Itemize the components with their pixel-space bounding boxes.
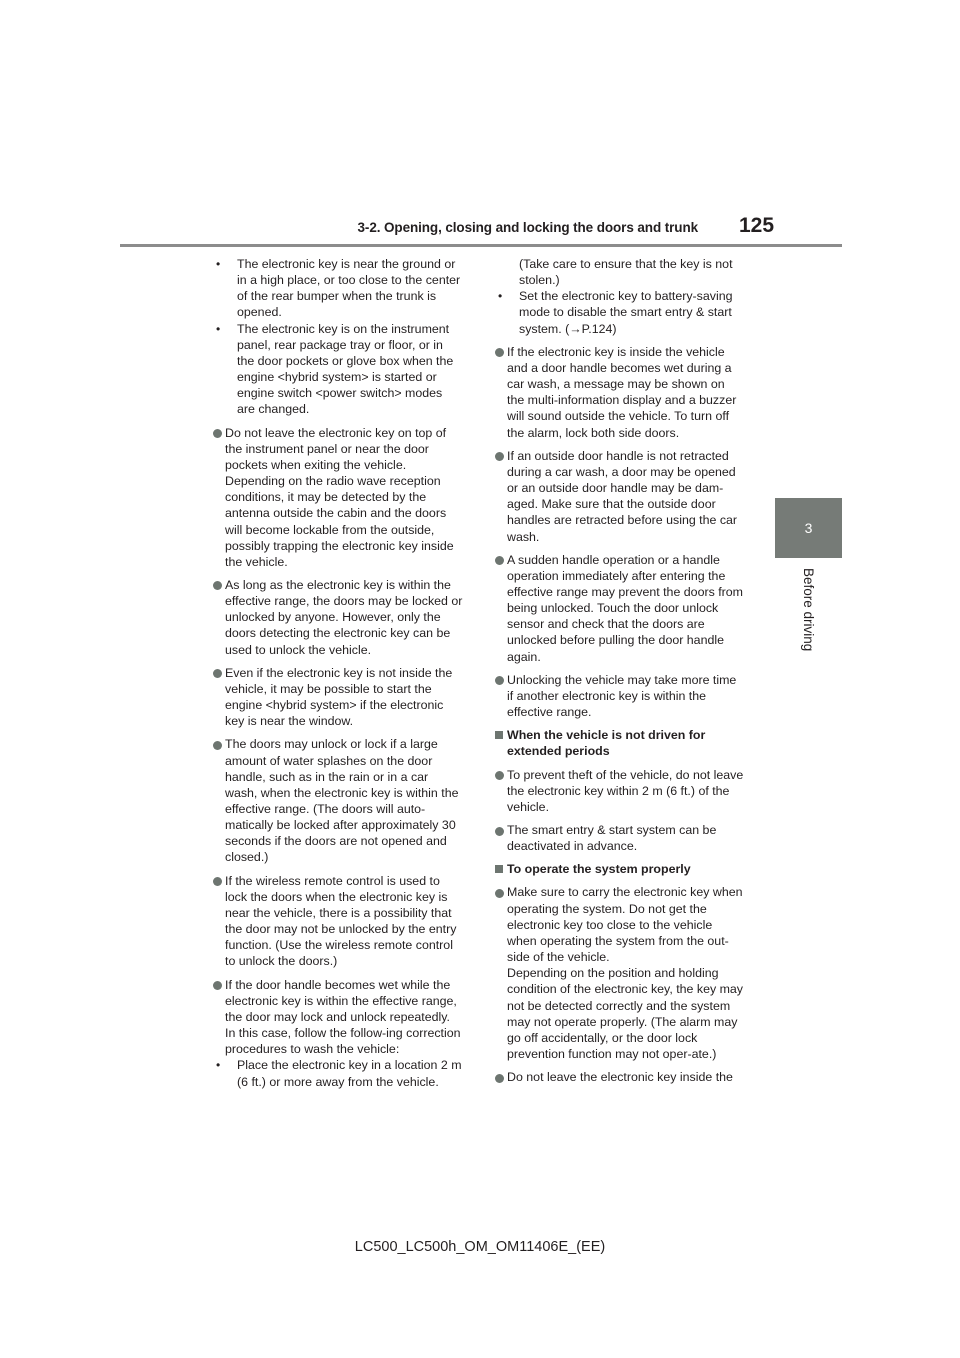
paragraph-text: If the electronic key is inside the vehicle and a door handle becomes wet during a car wash, a message may be shown on the multi-information display and a buzzer will sound outside the vehicle. To turn off the alarm, lock both side doors. (507, 344, 737, 440)
list-subitem (213, 1057, 463, 1089)
section-title: 3-2. Opening, closing and locking the doors and trunk (357, 220, 698, 235)
chapter-number: 3 (804, 520, 813, 536)
list-subitem (495, 288, 745, 336)
paragraph-text: If the wireless remote control is used to lock the doors when the electronic key is near the vehicle, there is a possibility that the door may not be unlocked by the entry function. (Use the wireless remote control to unlock the doors.) (225, 873, 457, 969)
chapter-tab (775, 498, 842, 558)
heading-text: To operate the system properly (507, 862, 691, 877)
header-rule (120, 244, 842, 247)
list-subitem (213, 256, 463, 321)
bullet-dot-icon (495, 1074, 504, 1083)
bullet-dot-icon (213, 981, 222, 990)
bullet-dot-icon (495, 889, 504, 898)
bullet-dot-icon (213, 669, 222, 678)
paragraph-text-continued: Depending on the position and holding condition of the electronic key, the key may not be detected correctly and the system may not operate properly. (The alarm may go off accidentally, or the door lock prevention function may not oper-ate.) (507, 966, 744, 1062)
subitem-text: (Take care to ensure that the key is not stolen.) (519, 257, 733, 288)
bullet-paragraph (213, 577, 463, 658)
subitem-text: Set the electronic key to battery-saving mode to disable the smart entry & start system. (→P.124) (519, 289, 733, 336)
bullet-paragraph (213, 736, 463, 865)
heading-text: When the vehicle is not driven for extended periods (507, 728, 706, 759)
bullet-dot-icon (495, 676, 504, 685)
paragraph-text: As long as the electronic key is within the effective range, the doors may be locked or unlocked by anyone. However, only the doors detecting the electronic key can be used to unlock the vehicle. (225, 577, 463, 657)
paragraph-text: Unlocking the vehicle may take more time if another electronic key is within the effective range. (507, 672, 737, 720)
bullet-paragraph (495, 1069, 745, 1085)
paragraph-text: Do not leave the electronic key inside the (507, 1070, 733, 1085)
subitem-marker: • (216, 321, 221, 336)
bullet-dot-icon (495, 827, 504, 836)
bullet-paragraph (213, 665, 463, 730)
paragraph-text: If an outside door handle is not retracted during a car wash, a door may be opened or an outside door handle may be dam-aged. Make sure that the outside door handles are retracted before using the car wash. (507, 448, 738, 544)
paragraph-text: The smart entry & start system can be deactivated in advance. (507, 823, 717, 854)
subsection-heading (495, 861, 745, 877)
heading-square-icon (495, 731, 503, 739)
bullet-paragraph (495, 552, 745, 665)
subitem-marker: • (216, 1058, 221, 1073)
bullet-paragraph (213, 425, 463, 570)
page-number: 125 (739, 214, 775, 237)
subitem-text: Place the electronic key in a location 2 m (6 ft.) or more away from the vehicle. (237, 1058, 462, 1089)
bullet-paragraph (213, 977, 463, 1058)
list-subitem (213, 321, 463, 418)
bullet-dot-icon (495, 452, 504, 461)
subitem-marker: • (216, 257, 221, 271)
chapter-title: Before driving (801, 568, 816, 652)
subsection-heading (495, 727, 745, 759)
document-code: LC500_LC500h_OM_OM11406E_(EE) (354, 1239, 606, 1255)
bullet-paragraph (213, 873, 463, 970)
bullet-paragraph (495, 672, 745, 720)
bullet-dot-icon (213, 877, 222, 886)
paragraph-text: Do not leave the electronic key on top of the instrument panel or near the door pockets when exiting the vehicle. Depending on the radio wave reception conditions, it may be detected by the antenna outside the cabin and the doors will become lockable from the outside, possibly trapping the electronic key inside the vehicle. (225, 425, 454, 569)
right-column (495, 256, 745, 1092)
page-header (0, 212, 960, 246)
paragraph-text: To prevent theft of the vehicle, do not leave the electronic key within 2 m (6 ft.) of the vehicle. (507, 767, 744, 814)
paragraph-text: If the door handle becomes wet while the electronic key is within the effective range, the door may lock and unlock repeatedly. In this case, follow the follow-ing correction procedures to wash the vehicle: (225, 977, 461, 1057)
left-column (213, 256, 463, 1090)
paragraph-text: The doors may unlock or lock if a large amount of water splashes on the door handle, such as in the rain or in a car wash, when the electronic key is within the effective range. (The doors will auto-matically be locked after approximately 30 seconds if the doors are not opened and closed.) (225, 737, 459, 865)
bullet-paragraph (495, 448, 745, 545)
subitem-text: The electronic key is on the instrument panel, rear package tray or floor, or in the door pockets or glove box when the engine <hybrid system> is started or engine switch <power switch> modes are changed. (237, 321, 454, 417)
subitem-text: The electronic key is near the ground or in a high place, or too close to the center of the rear bumper when the trunk is opened. (237, 257, 461, 320)
heading-square-icon (495, 865, 503, 873)
bullet-dot-icon (213, 429, 222, 438)
paragraph-text: A sudden handle operation or a handle operation immediately after entering the effective range may prevent the doors from being unlocked. Touch the door unlock sensor and check that the doors are unlocked before pulling the door handle again. (507, 552, 744, 664)
subitem-marker: • (498, 289, 503, 304)
bullet-dot-icon (213, 581, 222, 590)
bullet-dot-icon (495, 348, 504, 357)
bullet-dot-icon (495, 771, 504, 780)
bullet-paragraph (495, 767, 745, 815)
bullet-paragraph (495, 344, 745, 441)
bullet-dot-icon (213, 741, 222, 750)
subitem-continuation (495, 256, 745, 288)
bullet-paragraph (495, 822, 745, 854)
paragraph-text: Make sure to carry the electronic key when operating the system. Do not get the electronic key too close to the vehicle when operating the system from the out-side of the vehicle. (507, 885, 743, 965)
bullet-dot-icon (495, 556, 504, 565)
paragraph-text: Even if the electronic key is not inside the vehicle, it may be possible to start the engine <hybrid system> if the electronic key is near the window. (225, 665, 453, 729)
bullet-paragraph (495, 884, 745, 1062)
